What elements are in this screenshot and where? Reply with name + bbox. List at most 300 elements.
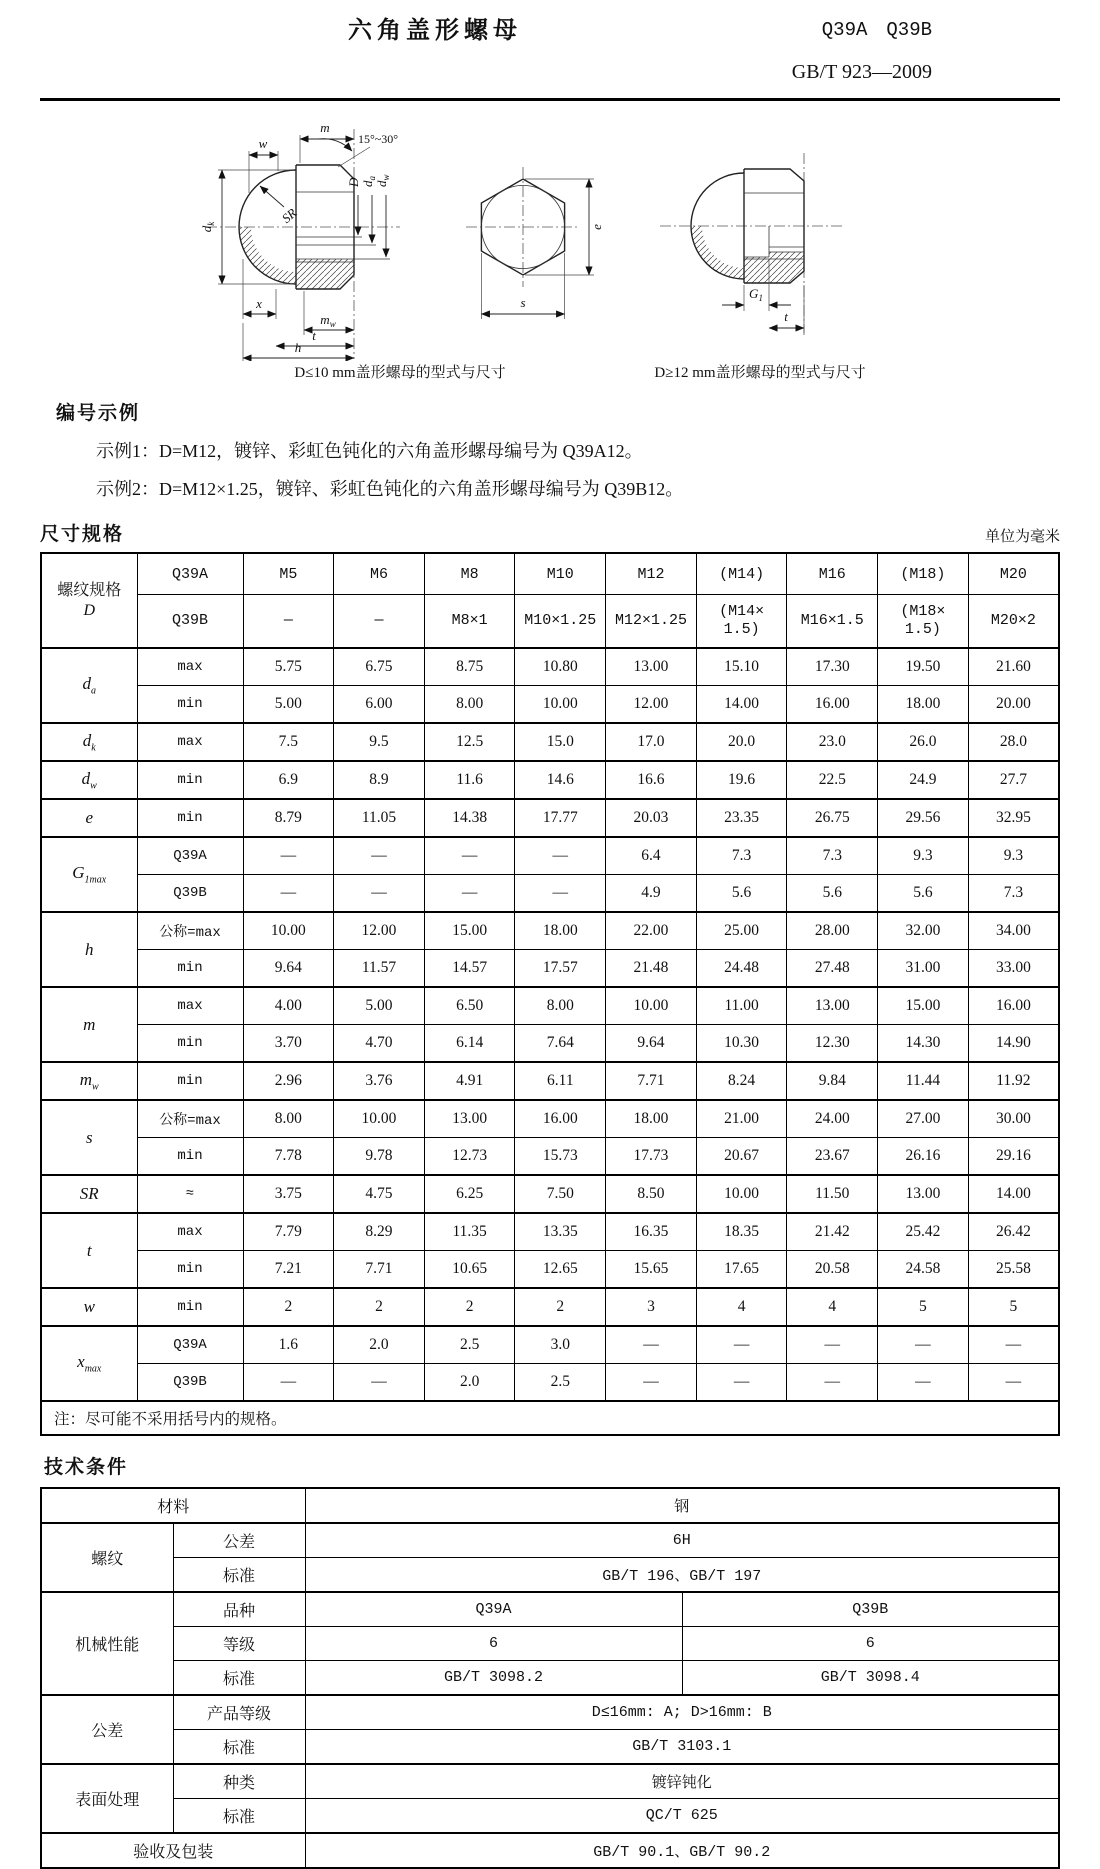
dim-row <box>41 1025 1059 1063</box>
dim-value: 9.3 <box>968 837 1059 875</box>
dim-value: 6.25 <box>424 1175 515 1213</box>
dim-symbol: h <box>41 912 137 987</box>
dim-value: 11.35 <box>424 1213 515 1251</box>
dim-label-x: x <box>256 296 262 311</box>
dim-value: 14.38 <box>424 799 515 837</box>
size-header: M20 <box>968 553 1059 595</box>
dim-row <box>41 950 1059 988</box>
dim-value: 9.78 <box>334 1138 425 1176</box>
dim-value: 3.70 <box>243 1025 334 1063</box>
dim-value: 13.00 <box>606 648 697 686</box>
dim-value: 24.00 <box>787 1100 878 1138</box>
dim-label-chamfer-angle: 15°~30° <box>358 132 399 146</box>
tech-value: Q39B <box>682 1592 1059 1627</box>
dim-value: 17.30 <box>787 648 878 686</box>
tech-value: QC/T 625 <box>305 1799 1059 1834</box>
dim-value: 8.79 <box>243 799 334 837</box>
tech-value: GB/T 3098.4 <box>682 1661 1059 1696</box>
tech-table-body <box>41 1488 1059 1868</box>
dim-value: 7.3 <box>696 837 787 875</box>
dim-value: 17.0 <box>606 723 697 761</box>
size-header: M6 <box>334 553 425 595</box>
tech-value: GB/T 3103.1 <box>305 1730 1059 1765</box>
dim-value: 6.50 <box>424 987 515 1025</box>
dim-value: 23.35 <box>696 799 787 837</box>
dim-row <box>41 799 1059 837</box>
dimension-table <box>40 552 1060 1436</box>
dim-value: 14.90 <box>968 1025 1059 1063</box>
dim-value: 9.5 <box>334 723 425 761</box>
dim-value: 10.00 <box>696 1175 787 1213</box>
dim-value: 6.14 <box>424 1025 515 1063</box>
dim-value: 14.00 <box>968 1175 1059 1213</box>
dim-value: 3.75 <box>243 1175 334 1213</box>
dim-symbol: t <box>41 1213 137 1288</box>
dim-row <box>41 1251 1059 1289</box>
dim-value: 11.44 <box>878 1062 969 1100</box>
dim-value: 12.65 <box>515 1251 606 1289</box>
dim-value: 12.5 <box>424 723 515 761</box>
dim-value: 7.71 <box>334 1251 425 1289</box>
dim-value: 10.80 <box>515 648 606 686</box>
dim-qualifier: min <box>137 950 243 988</box>
series-b-label: Q39B <box>137 595 243 649</box>
dims-heading: 尺寸规格 <box>40 524 125 545</box>
dim-qualifier: min <box>137 1025 243 1063</box>
dim-value: 15.65 <box>606 1251 697 1289</box>
dim-value: 2 <box>515 1288 606 1326</box>
dim-symbol: $m_w$ <box>41 1062 137 1100</box>
dim-value: 4.91 <box>424 1062 515 1100</box>
dim-value: 23.67 <box>787 1138 878 1176</box>
tech-subcategory: 等级 <box>173 1627 305 1661</box>
dim-value: 29.56 <box>878 799 969 837</box>
dim-qualifier: Q39B <box>137 875 243 913</box>
dim-value: 14.00 <box>696 686 787 724</box>
dim-value: 4.70 <box>334 1025 425 1063</box>
dim-qualifier: min <box>137 1062 243 1100</box>
dim-value: 11.92 <box>968 1062 1059 1100</box>
dim-value: 21.42 <box>787 1213 878 1251</box>
dim-value: 2.5 <box>515 1364 606 1402</box>
dim-value: 5.6 <box>787 875 878 913</box>
dim-value: 15.00 <box>424 912 515 950</box>
dim-value: 23.0 <box>787 723 878 761</box>
numbering-heading: 编号示例 <box>56 403 141 424</box>
dim-value: 4.75 <box>334 1175 425 1213</box>
dim-value: 17.65 <box>696 1251 787 1289</box>
dim-value: 13.35 <box>515 1213 606 1251</box>
dim-qualifier: max <box>137 1213 243 1251</box>
dim-label-da: $d_a$ <box>360 176 377 187</box>
dim-value: 12.30 <box>787 1025 878 1063</box>
dim-label-h: h <box>294 340 302 355</box>
dim-qualifier: min <box>137 761 243 799</box>
dim-qualifier: max <box>137 987 243 1025</box>
dim-qualifier: 公称=max <box>137 912 243 950</box>
dim-value: 9.84 <box>787 1062 878 1100</box>
dim-value: 16.35 <box>606 1213 697 1251</box>
dim-value: 2.0 <box>424 1364 515 1402</box>
dim-row <box>41 1175 1059 1213</box>
dim-value: 20.03 <box>606 799 697 837</box>
dim-value: — <box>787 1364 878 1402</box>
caption-small-type: D≤10 mm盖形螺母的型式与尺寸 <box>294 365 506 381</box>
numbering-example-2: 示例2：D=M12×1.25，镀锌、彩虹色钝化的六角盖形螺母编号为 Q39B12。 <box>96 479 684 499</box>
dim-value: 4.9 <box>606 875 697 913</box>
dim-symbol: $d_w$ <box>41 761 137 799</box>
dim-value: — <box>606 1364 697 1402</box>
dim-value: 11.00 <box>696 987 787 1025</box>
dim-value: — <box>968 1326 1059 1364</box>
dim-symbol: m <box>41 987 137 1062</box>
dim-row <box>41 1062 1059 1100</box>
dim-value: 28.00 <box>787 912 878 950</box>
dim-value: 8.75 <box>424 648 515 686</box>
tech-category: 机械性能 <box>41 1592 173 1695</box>
dim-label-sr: SR <box>278 205 300 226</box>
dim-qualifier: Q39A <box>137 1326 243 1364</box>
tech-heading: 技术条件 <box>44 1457 129 1478</box>
dim-value: 4 <box>787 1288 878 1326</box>
dim-value: — <box>243 837 334 875</box>
size-header: M16×1.5 <box>787 595 878 649</box>
dim-qualifier: min <box>137 686 243 724</box>
tech-row <box>41 1488 1059 1523</box>
dim-value: 28.0 <box>968 723 1059 761</box>
dim-label-dk: $d_k$ <box>199 221 216 233</box>
tech-row <box>41 1627 1059 1661</box>
dim-value: 2.0 <box>334 1326 425 1364</box>
dim-value: 8.9 <box>334 761 425 799</box>
tech-value: 6 <box>305 1627 682 1661</box>
dim-value: — <box>424 875 515 913</box>
tech-value: 6H <box>305 1523 1059 1558</box>
dim-value: 18.00 <box>878 686 969 724</box>
size-header: — <box>334 595 425 649</box>
dim-value: 13.00 <box>787 987 878 1025</box>
dim-value: 17.73 <box>606 1138 697 1176</box>
tech-value: 钢 <box>305 1488 1059 1523</box>
dim-value: 4.00 <box>243 987 334 1025</box>
dim-value: 7.50 <box>515 1175 606 1213</box>
dim-value: — <box>696 1364 787 1402</box>
dim-value: 6.9 <box>243 761 334 799</box>
dim-value: 5.00 <box>243 686 334 724</box>
dim-label-m: m <box>320 120 330 135</box>
dim-value: — <box>334 875 425 913</box>
dim-label-e: e <box>589 224 604 230</box>
dim-value: 6.4 <box>606 837 697 875</box>
dim-value: 24.58 <box>878 1251 969 1289</box>
tech-value: GB/T 90.1、GB/T 90.2 <box>305 1833 1059 1868</box>
page-title: 六角盖形螺母 <box>348 18 522 44</box>
dim-value: 16.00 <box>787 686 878 724</box>
dim-value: 10.00 <box>334 1100 425 1138</box>
tech-subcategory: 公差 <box>173 1523 305 1558</box>
dim-value: 7.5 <box>243 723 334 761</box>
dim-value: 10.00 <box>243 912 334 950</box>
dim-value: 25.00 <box>696 912 787 950</box>
tech-subcategory: 产品等级 <box>173 1695 305 1730</box>
dim-value: 26.0 <box>878 723 969 761</box>
dim-value: 24.48 <box>696 950 787 988</box>
dim-value: 24.9 <box>878 761 969 799</box>
dim-value: 7.71 <box>606 1062 697 1100</box>
dim-value: 1.6 <box>243 1326 334 1364</box>
dim-value: 12.73 <box>424 1138 515 1176</box>
dim-value: — <box>696 1326 787 1364</box>
dim-label-w: w <box>258 136 268 151</box>
tech-category: 材料 <box>41 1488 305 1523</box>
dim-value: 9.64 <box>606 1025 697 1063</box>
caption-large-type: D≥12 mm盖形螺母的型式与尺寸 <box>654 365 866 381</box>
dim-value: 17.77 <box>515 799 606 837</box>
dim-value: 8.29 <box>334 1213 425 1251</box>
tech-row <box>41 1799 1059 1834</box>
dim-value: 14.30 <box>878 1025 969 1063</box>
size-header: M8×1 <box>424 595 515 649</box>
size-header: M16 <box>787 553 878 595</box>
size-header: M10 <box>515 553 606 595</box>
dim-value: 25.42 <box>878 1213 969 1251</box>
dim-value: 7.79 <box>243 1213 334 1251</box>
dim-row <box>41 723 1059 761</box>
dim-value: 26.16 <box>878 1138 969 1176</box>
tech-value: Q39A <box>305 1592 682 1627</box>
dim-value: — <box>334 1364 425 1402</box>
dim-row <box>41 761 1059 799</box>
figure-small-cap-nut-section <box>192 109 444 361</box>
dim-symbol: s <box>41 1100 137 1175</box>
dim-value: 10.30 <box>696 1025 787 1063</box>
tech-conditions-table <box>40 1487 1060 1869</box>
dim-value: 8.24 <box>696 1062 787 1100</box>
dim-value: — <box>878 1326 969 1364</box>
size-header: M10×1.25 <box>515 595 606 649</box>
figure-large-cap-nut-section <box>652 131 852 346</box>
dim-qualifier: 公称=max <box>137 1100 243 1138</box>
dim-value: 2 <box>334 1288 425 1326</box>
dim-row <box>41 1326 1059 1364</box>
dim-value: 3.76 <box>334 1062 425 1100</box>
dim-value: 29.16 <box>968 1138 1059 1176</box>
tech-subcategory: 标准 <box>173 1730 305 1765</box>
dim-value: 13.00 <box>878 1175 969 1213</box>
dim-row <box>41 1100 1059 1138</box>
dim-value: 15.0 <box>515 723 606 761</box>
dim-value: 34.00 <box>968 912 1059 950</box>
dim-row <box>41 837 1059 875</box>
dim-value: 6.00 <box>334 686 425 724</box>
dim-value: 15.10 <box>696 648 787 686</box>
part-codes: Q39A Q39B <box>821 19 932 41</box>
dim-value: — <box>424 837 515 875</box>
dim-value: 8.00 <box>424 686 515 724</box>
dim-label-dw: $d_w$ <box>374 174 391 187</box>
dim-value: 20.67 <box>696 1138 787 1176</box>
dim-value: 11.6 <box>424 761 515 799</box>
thread-spec-header <box>41 553 137 648</box>
dim-value: 20.0 <box>696 723 787 761</box>
dim-value: — <box>243 1364 334 1402</box>
dim-value: 7.64 <box>515 1025 606 1063</box>
dim-value: 5.6 <box>878 875 969 913</box>
dim-row <box>41 912 1059 950</box>
dim-value: 21.60 <box>968 648 1059 686</box>
dim-value: 11.50 <box>787 1175 878 1213</box>
dim-symbol: $d_a$ <box>41 648 137 723</box>
dim-row <box>41 1364 1059 1402</box>
dim-value: 5 <box>968 1288 1059 1326</box>
dim-value: 25.58 <box>968 1251 1059 1289</box>
dim-value: — <box>515 875 606 913</box>
dim-value: 5 <box>878 1288 969 1326</box>
size-header: (M14× 1.5) <box>696 595 787 649</box>
dim-value: 4 <box>696 1288 787 1326</box>
dim-value: 32.95 <box>968 799 1059 837</box>
tech-subcategory: 品种 <box>173 1592 305 1627</box>
dim-value: 19.50 <box>878 648 969 686</box>
dim-value: 22.5 <box>787 761 878 799</box>
dim-value: 10.00 <box>606 987 697 1025</box>
tech-value: 6 <box>682 1627 1059 1661</box>
tech-category: 公差 <box>41 1695 173 1764</box>
dim-value: 10.65 <box>424 1251 515 1289</box>
dim-row <box>41 875 1059 913</box>
dim-value: 2 <box>424 1288 515 1326</box>
dim-value: 27.48 <box>787 950 878 988</box>
dim-qualifier: min <box>137 799 243 837</box>
dim-value: 27.7 <box>968 761 1059 799</box>
dim-value: 7.78 <box>243 1138 334 1176</box>
dim-value: 18.35 <box>696 1213 787 1251</box>
dim-label-t: t <box>312 328 316 343</box>
tech-category: 验收及包装 <box>41 1833 305 1868</box>
dim-symbol: w <box>41 1288 137 1326</box>
dim-value: 20.00 <box>968 686 1059 724</box>
standard-number: GB/T 923—2009 <box>791 61 932 83</box>
dim-note-row <box>41 1401 1059 1435</box>
dim-symbol: e <box>41 799 137 837</box>
tech-row <box>41 1833 1059 1868</box>
tech-subcategory: 标准 <box>173 1558 305 1593</box>
dim-value: 11.57 <box>334 950 425 988</box>
dim-value: 9.3 <box>878 837 969 875</box>
dim-value: 21.48 <box>606 950 697 988</box>
dim-value: 2 <box>243 1288 334 1326</box>
dim-value: 8.50 <box>606 1175 697 1213</box>
dim-qualifier: Q39A <box>137 837 243 875</box>
dim-value: — <box>968 1364 1059 1402</box>
dim-row <box>41 1213 1059 1251</box>
dim-value: 21.00 <box>696 1100 787 1138</box>
size-header: (M18× 1.5) <box>878 595 969 649</box>
tech-row <box>41 1592 1059 1627</box>
dim-value: 2.5 <box>424 1326 515 1364</box>
dim-value: 3 <box>606 1288 697 1326</box>
dim-value: 15.73 <box>515 1138 606 1176</box>
dim-row <box>41 987 1059 1025</box>
thread-spec-symbol: D <box>83 601 96 619</box>
dim-label-g1: $G_1$ <box>749 286 763 303</box>
dim-value: 2.96 <box>243 1062 334 1100</box>
dim-value: 6.75 <box>334 648 425 686</box>
tech-row <box>41 1523 1059 1558</box>
dim-value: 27.00 <box>878 1100 969 1138</box>
dim-value: 18.00 <box>606 1100 697 1138</box>
unit-note: 单位为毫米 <box>984 529 1060 545</box>
dim-value: 13.00 <box>424 1100 515 1138</box>
dim-value: 16.00 <box>968 987 1059 1025</box>
dim-symbol: $x_{max}$ <box>41 1326 137 1401</box>
dim-value: 17.57 <box>515 950 606 988</box>
tech-row <box>41 1695 1059 1730</box>
header-rule <box>40 98 1060 101</box>
tech-subcategory: 标准 <box>173 1661 305 1696</box>
dim-value: 5.00 <box>334 987 425 1025</box>
dim-value: 7.3 <box>787 837 878 875</box>
dim-symbol: $d_k$ <box>41 723 137 761</box>
dim-table-body <box>41 648 1059 1401</box>
dim-label-s: s <box>520 295 526 310</box>
dim-value: — <box>334 837 425 875</box>
dim-value: 22.00 <box>606 912 697 950</box>
dim-value: 16.6 <box>606 761 697 799</box>
table-note: 注：尽可能不采用括号内的规格。 <box>41 1401 1059 1435</box>
series-a-label: Q39A <box>137 553 243 595</box>
dim-qualifier: max <box>137 723 243 761</box>
size-header: (M14) <box>696 553 787 595</box>
dim-row <box>41 648 1059 686</box>
dim-value: 6.11 <box>515 1062 606 1100</box>
dim-header-row-a <box>41 553 1059 595</box>
dim-value: 19.6 <box>696 761 787 799</box>
dim-value: 8.00 <box>243 1100 334 1138</box>
dim-value: 10.00 <box>515 686 606 724</box>
tech-category: 螺纹 <box>41 1523 173 1592</box>
numbering-example-1: 示例1：D=M12，镀锌、彩虹色钝化的六角盖形螺母编号为 Q39A12。 <box>96 441 643 461</box>
figures-row <box>0 109 1100 361</box>
dim-value: 7.3 <box>968 875 1059 913</box>
dim-label-t2: t <box>784 309 788 324</box>
dim-value: 18.00 <box>515 912 606 950</box>
tech-row <box>41 1558 1059 1593</box>
dim-qualifier: ≈ <box>137 1175 243 1213</box>
size-header: M5 <box>243 553 334 595</box>
figure-captions <box>0 361 1100 382</box>
dim-header-row-b <box>41 595 1059 649</box>
size-header: (M18) <box>878 553 969 595</box>
dim-qualifier: max <box>137 648 243 686</box>
figure-hex-top-view <box>458 127 608 337</box>
tech-value: GB/T 3098.2 <box>305 1661 682 1696</box>
tech-category: 表面处理 <box>41 1764 173 1833</box>
size-header: M8 <box>424 553 515 595</box>
dim-value: — <box>878 1364 969 1402</box>
tech-subcategory: 种类 <box>173 1764 305 1799</box>
dim-value: 5.6 <box>696 875 787 913</box>
tech-value: 镀锌钝化 <box>305 1764 1059 1799</box>
dim-label-D: D <box>346 177 361 187</box>
dim-value: 5.75 <box>243 648 334 686</box>
dim-value: — <box>515 837 606 875</box>
dim-qualifier: min <box>137 1251 243 1289</box>
header <box>0 0 1100 45</box>
dim-symbol: $G_{1max}$ <box>41 837 137 912</box>
size-header: M12×1.25 <box>606 595 697 649</box>
dims-heading-row <box>40 519 1060 546</box>
